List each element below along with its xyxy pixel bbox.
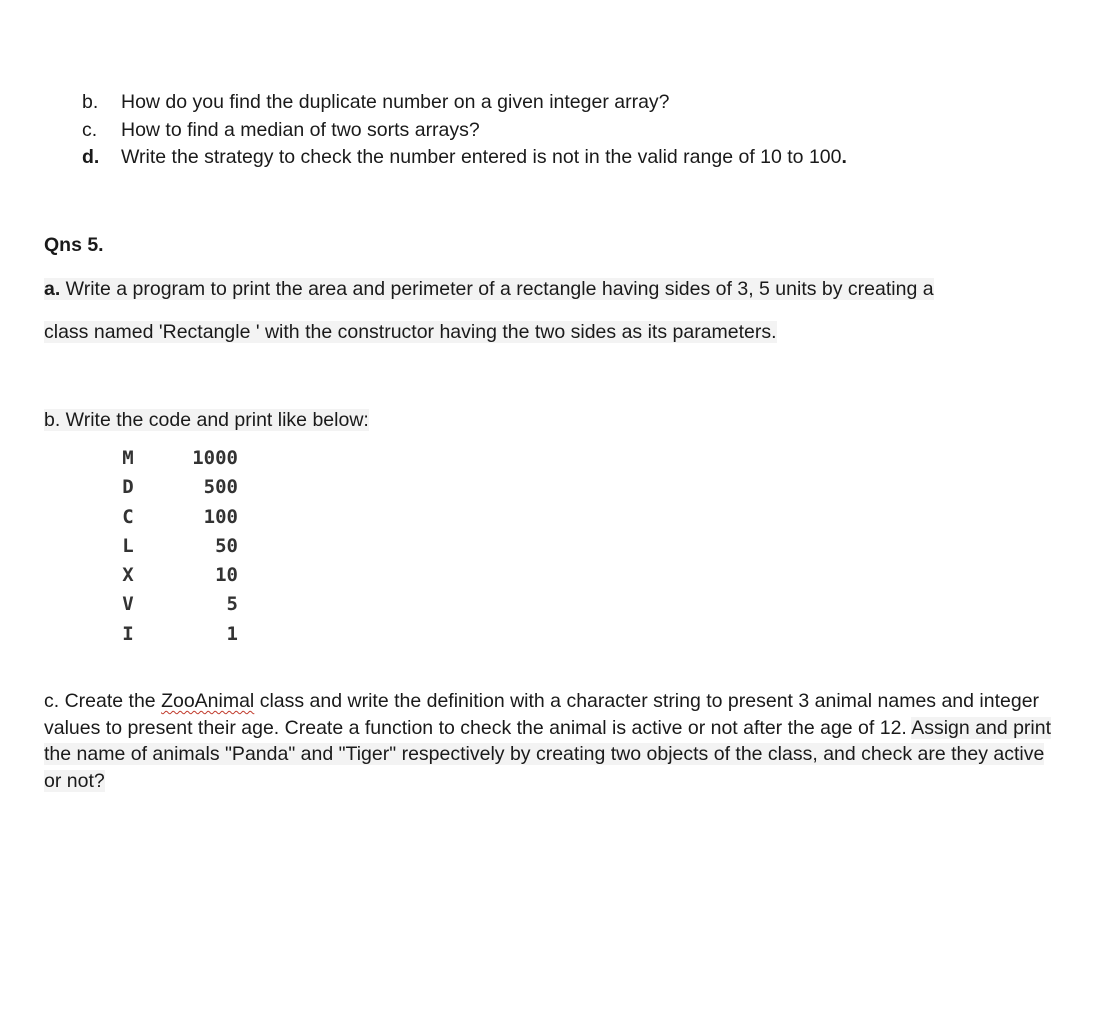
list-marker: c. bbox=[82, 118, 98, 141]
part-a-text-line1: Write a program to print the area and perimeter of a rectangle having sides of 3, 5 units by creating a bbox=[60, 278, 934, 300]
list-text-period: . bbox=[841, 146, 847, 168]
roman-value: 50 bbox=[215, 534, 238, 557]
part-c-misspelled-word: ZooAnimal bbox=[161, 690, 255, 712]
roman-value: 10 bbox=[215, 564, 238, 587]
question-title: Qns 5. bbox=[44, 234, 104, 256]
list-text: How do you find the duplicate number on a given integer array? bbox=[121, 91, 670, 113]
list-marker: d. bbox=[82, 146, 100, 168]
roman-letter: L bbox=[122, 534, 134, 557]
roman-value: 1000 bbox=[192, 447, 238, 469]
part-a-line1 bbox=[44, 276, 934, 302]
roman-letter: V bbox=[122, 593, 134, 616]
part-a-text-line2: class named 'Rectangle ' with the constructor having the two sides as its parameters. bbox=[44, 321, 777, 343]
roman-value: 100 bbox=[203, 505, 238, 528]
part-b-text bbox=[44, 407, 369, 433]
roman-letter: M bbox=[122, 447, 134, 469]
roman-letter: I bbox=[122, 622, 134, 645]
part-b-highlight: b. Write the code and print like below: bbox=[44, 409, 369, 431]
part-c-highlight: Assign and print the name of animals "Panda" and "Tiger" respectively by creating two objects of the class, and check are they active or not? bbox=[44, 716, 1052, 792]
roman-value: 1 bbox=[226, 622, 238, 645]
part-a-highlight bbox=[44, 278, 934, 300]
roman-letter: C bbox=[122, 505, 134, 528]
part-a-line2 bbox=[44, 319, 777, 345]
roman-value: 5 bbox=[226, 593, 238, 616]
list-text-body: Write the strategy to check the number entered is not in the valid range of 10 to 100 bbox=[121, 146, 842, 168]
roman-letter: D bbox=[122, 476, 134, 499]
part-c-pre: c. Create the bbox=[44, 690, 162, 712]
roman-value: 500 bbox=[203, 476, 238, 499]
list-marker: b. bbox=[82, 91, 99, 113]
list-text bbox=[121, 144, 847, 172]
part-c-post: class and write the definition with a character string to present 3 animal names and integer values to present their age. Create a function to check the animal is active or not after the age of 12. bbox=[44, 690, 1040, 739]
roman-letter: X bbox=[122, 564, 134, 587]
part-a-label: a. bbox=[44, 278, 61, 300]
list-text: How to find a median of two sorts arrays? bbox=[121, 118, 480, 141]
part-c-text bbox=[44, 688, 1064, 794]
